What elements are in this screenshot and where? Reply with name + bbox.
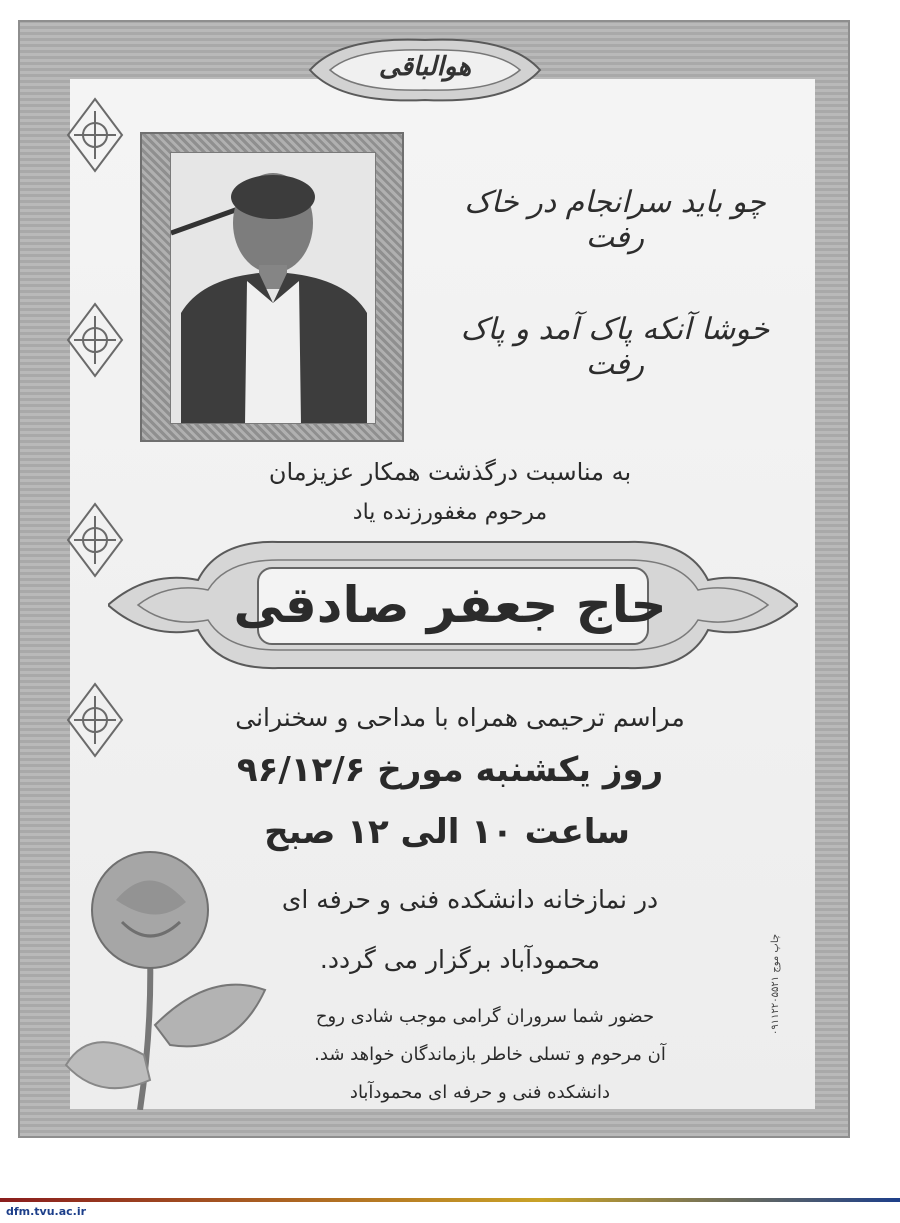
printer-credit: چاپ موج ۰۹۱۱۲۲۰۵۵۲۱ (770, 933, 781, 1035)
closing-line-2: آن مرحوم و تسلی خاطر بازماندگان خواهد شد. (314, 1044, 666, 1065)
ceremony-place-line-2: محمودآباد برگزار می گردد. (319, 945, 601, 974)
portrait-image (171, 153, 376, 424)
rose-decoration-icon (40, 840, 280, 1110)
footer-site-link[interactable]: dfm.tvu.ac.ir (6, 1205, 87, 1218)
ornament-motif-icon (62, 680, 128, 760)
footer-color-bar (0, 1198, 900, 1202)
intro-line-2: مرحوم مغفورزنده یاد (352, 500, 548, 525)
site-footer (0, 1193, 900, 1223)
intro-line-1: به مناسبت درگذشت همکار عزیزمان (268, 458, 632, 486)
ceremony-time: ساعت ۱۰ الی ۱۲ صبح (264, 812, 630, 852)
ceremony-date: روز یکشنبه مورخ ۹۶/۱۲/۶ (236, 750, 664, 790)
closing-line-1: حضور شما سروران گرامی موجب شادی روح (315, 1006, 655, 1027)
ceremony-line: مراسم ترحیمی همراه با مداحی و سخنرانی (235, 703, 685, 732)
poem-line-2: خوشا آنکه پاک آمد و پاک رفت (460, 312, 770, 382)
deceased-name: حاج جعفر صادقی (233, 576, 667, 634)
closing-signature: دانشکده فنی و حرفه ای محمودآباد (349, 1082, 611, 1103)
portrait-photo (170, 152, 376, 424)
ornament-motif-icon (62, 95, 128, 175)
poem-line-1: چو باید سرانجام در خاک رفت (464, 185, 766, 255)
ornament-motif-icon (62, 300, 128, 380)
ceremony-place-line-1: در نمازخانه دانشکده فنی و حرفه ای (281, 885, 659, 914)
page-title: هوالباقی (378, 52, 472, 82)
